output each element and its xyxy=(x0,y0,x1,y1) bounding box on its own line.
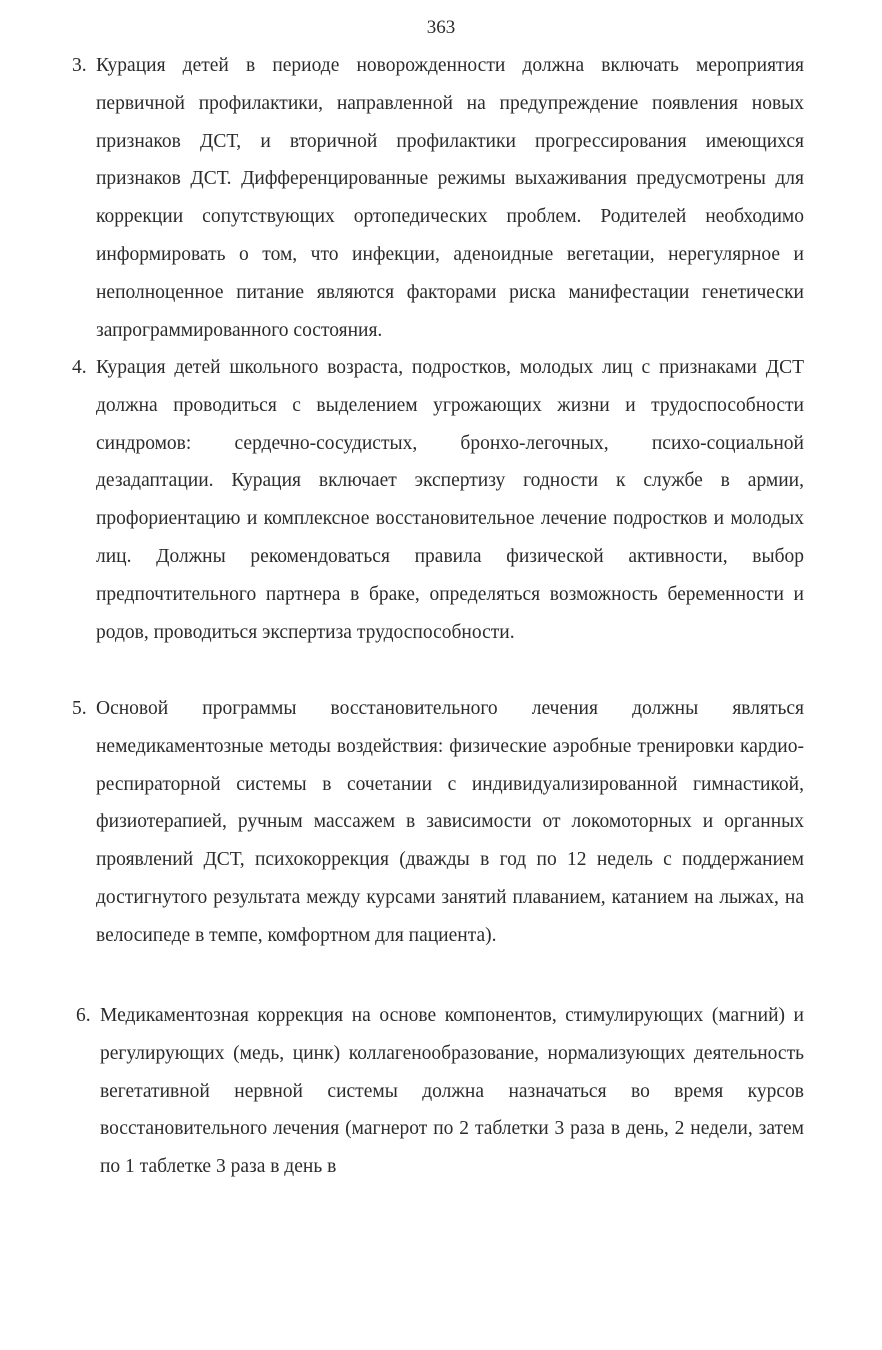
page-number: 363 xyxy=(426,17,456,38)
list-item xyxy=(72,47,804,349)
list-item-text: Медикаментозная коррекция на основе компонентов, стимулирующих (магний) и регулирующих (медь, цинк) коллагенообразование, нормализующих деятельность вегетативной нервной системы должна назначаться во время курсов восстановительного лечения (магнерот по 2 таблетки 3 раза в день, 2 недели, затем по 1 таблетке 3 раза в день в xyxy=(100,1005,804,1178)
list-item-number: 6. xyxy=(76,1005,91,1026)
list-item-number: 5. xyxy=(72,698,87,719)
list-item-text: Курация детей школьного возраста, подростков, молодых лиц с признаками ДСТ должна проводиться с выделением угрожающих жизни и трудоспособности синдромов: сердечно-сосудистых, бронхо-легочных, психо-социальной дезадаптации. Курация включает экспертизу годности к службе в армии, профориентацию и комплексное восстановительное лечение подростков и молодых лиц. Должны рекомендоваться правила физической активности, выбор предпочтительного партнера в браке, определяться возможность беременности и родов, проводиться экспертиза трудоспособности. xyxy=(96,357,804,643)
list-item-number: 4. xyxy=(72,357,87,378)
list-item-text: Курация детей в периоде новорожденности должна включать мероприятия первичной профилактики, направленной на предупреждение появления новых признаков ДСТ, и вторичной профилактики прогрессирования имеющихся признаков ДСТ. Дифференцированные режимы выхаживания предусмотрены для коррекции сопутствующих ортопедических проблем. Родителей необходимо информировать о том, что инфекции, аденоидные вегетации, нерегулярное и неполноценное питание являются факторами риска манифестации генетически запрограммированного состояния. xyxy=(96,55,804,341)
list-item xyxy=(72,690,804,955)
list-item-number: 3. xyxy=(72,55,87,76)
list-item-text: Основой программы восстановительного лечения должны являться немедикаментозные методы воздействия: физические аэробные тренировки кардио-респираторной системы в сочетании с индивидуализированной гимнастикой, физиотерапией, ручным массажем в зависимости от локомоторных и органных проявлений ДСТ, психокоррекция (дважды в год по 12 недель с поддержанием достигнутого результата между курсами занятий плаванием, катанием на лыжах, на велосипеде в темпе, комфортном для пациента). xyxy=(96,698,804,946)
list-item xyxy=(72,349,804,651)
list-item xyxy=(76,997,804,1186)
